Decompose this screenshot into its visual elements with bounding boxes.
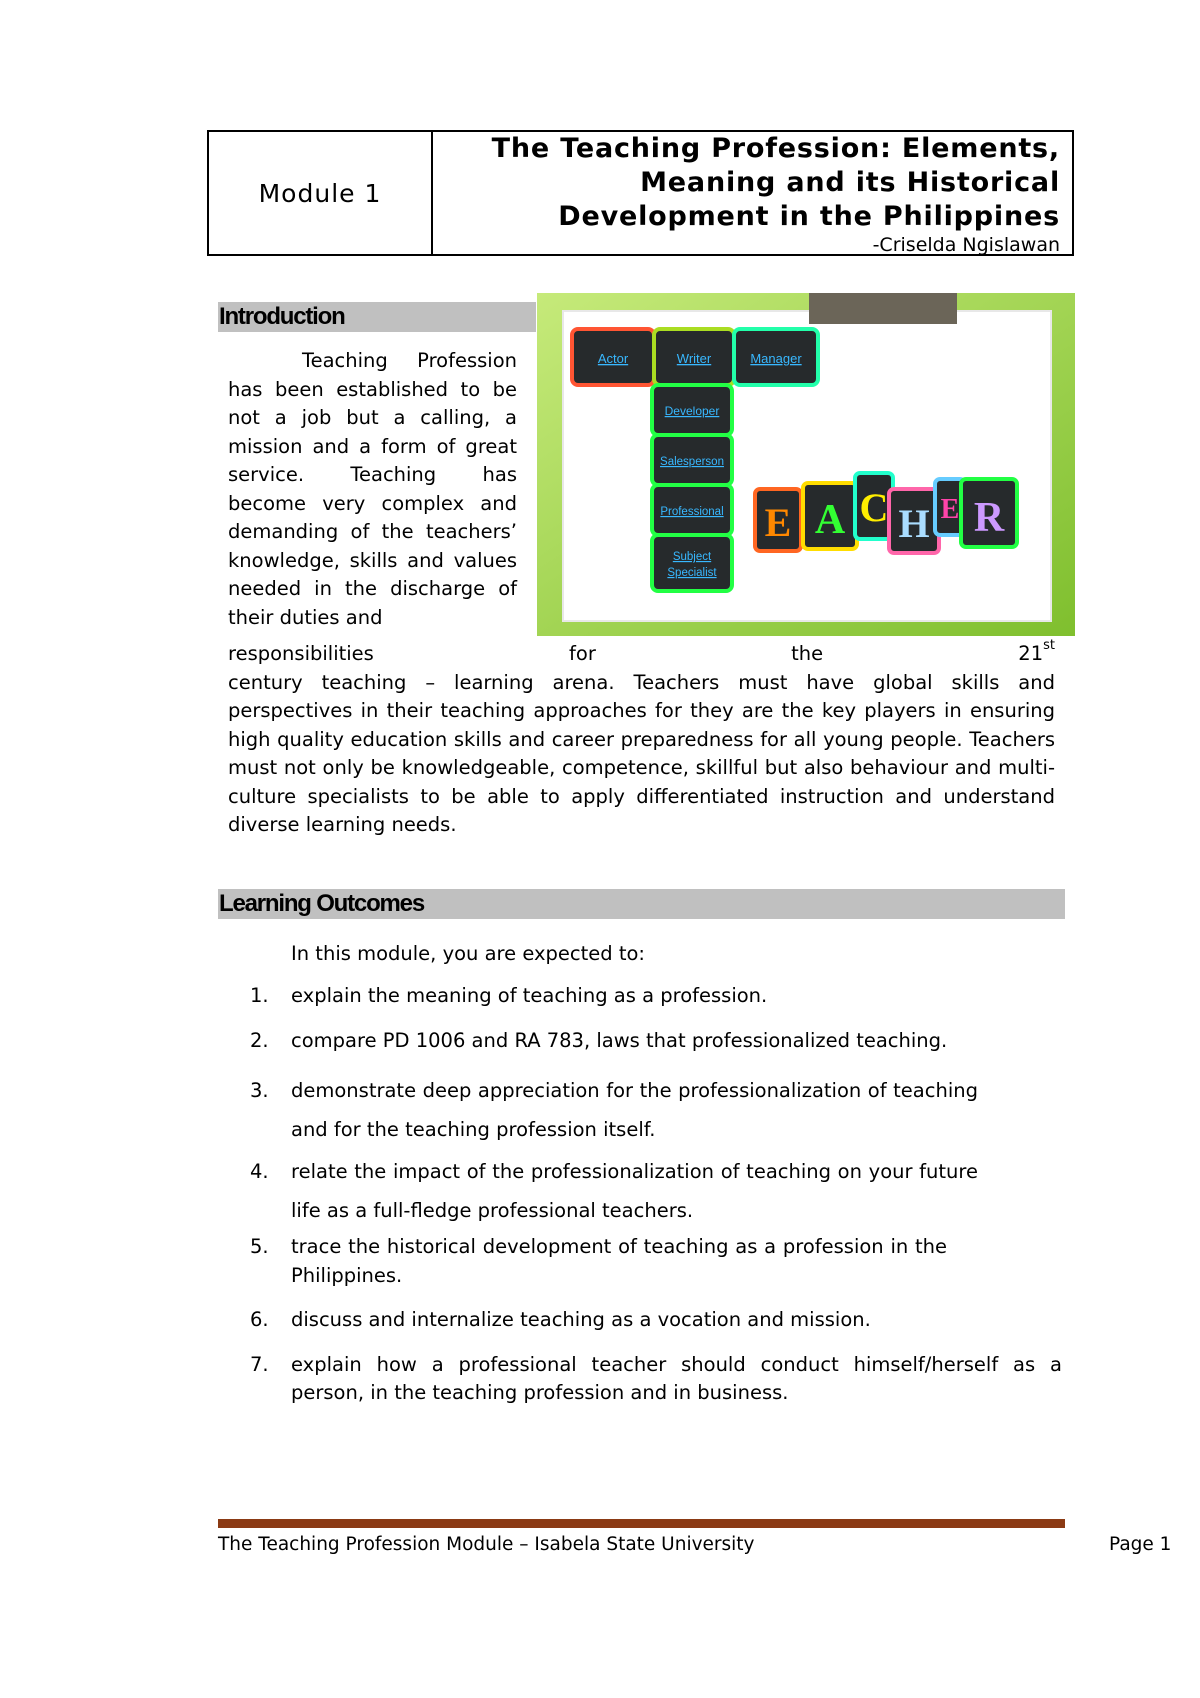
module-title-line-1: The Teaching Profession: Elements, — [491, 133, 1060, 164]
introduction-continuation — [228, 637, 1055, 840]
letter-e2: E — [940, 494, 960, 525]
outcome-text: demonstrate deep appreciation for the professionalization of teaching and for the teaching profession itself. — [291, 1079, 978, 1141]
letter-c: C — [859, 485, 889, 530]
tile-manager — [734, 329, 818, 385]
outcome-text: discuss and internalize teaching as a vocation and mission. — [291, 1308, 871, 1331]
outcome-text: explain how a professional teacher should conduct himself/herself as a person, in the teaching profession and in business. — [291, 1352, 1062, 1404]
outcome-item — [250, 1233, 1062, 1290]
outcome-number: 7. — [250, 1352, 269, 1376]
introduction-paragraph-start: Teaching Profession has been established to be not a job but a calling, a mission and a form of great service. Teaching has become very complex and demanding of the teachers’ knowledge, skills and values needed in the discharge of their duties and — [228, 349, 517, 629]
letter-block-r — [961, 479, 1017, 547]
introduction-column-text — [228, 347, 517, 632]
outcome-item — [250, 1152, 1062, 1230]
letter-e: E — [764, 500, 792, 545]
letter-r: R — [973, 495, 1005, 541]
outcome-item — [250, 1071, 1062, 1149]
outcome-number: 6. — [250, 1308, 269, 1331]
footer-rule — [218, 1519, 1065, 1528]
tile-writer — [654, 329, 734, 385]
tile-subject-specialist — [652, 535, 732, 591]
tile-subject-label: Subject — [672, 551, 712, 563]
outcome-number: 3. — [250, 1079, 269, 1102]
outcome-number: 5. — [250, 1235, 269, 1258]
letter-block-a — [803, 483, 857, 549]
learning-outcomes-heading: Learning Outcomes — [219, 890, 424, 917]
teacher-illustration — [537, 293, 1075, 636]
tile-writer-label: Writer — [676, 351, 712, 366]
outcome-text: compare PD 1006 and RA 783, laws that professionalized teaching. — [291, 1028, 948, 1052]
tile-actor — [572, 329, 654, 385]
introduction-responsibilities-text: responsibilities for the 21 — [228, 642, 1044, 665]
outcome-item — [250, 1306, 1062, 1335]
introduction-heading: Introduction — [219, 303, 345, 330]
outcome-number: 4. — [250, 1160, 269, 1183]
module-title-cell — [433, 132, 1072, 254]
outcome-text: explain the meaning of teaching as a profession. — [291, 984, 768, 1007]
tile-salesperson — [652, 435, 732, 485]
outcome-text: relate the impact of the professionalization of teaching on your future life as a full-fledge professional teachers. — [291, 1160, 978, 1222]
module-header-table — [207, 130, 1074, 256]
introduction-paragraph-rest: century teaching – learning arena. Teachers must have global skills and perspectives in their teaching approaches for they are the key players in ensuring high quality education skills and career preparedness for all young people. Teachers must not only be knowledgeable, competence, skillful but also behaviour and multi-culture specialists to be able to apply differentiated instruction and understand diverse learning needs. — [228, 670, 1055, 836]
tile-salesperson-label: Salesperson — [660, 456, 724, 468]
outcome-item — [250, 1351, 1062, 1408]
tile-professional — [652, 485, 732, 535]
module-label: Module 1 — [209, 132, 433, 254]
tile-manager-label: Manager — [750, 351, 802, 366]
tile-developer-label: Developer — [664, 404, 720, 418]
letter-block-e — [755, 489, 801, 551]
module-author: -Criselda Ngislawan — [872, 234, 1060, 256]
tile-developer — [652, 385, 732, 435]
footer-page-number: Page 1 — [1109, 1534, 1172, 1555]
learning-outcomes-intro: In this module, you are expected to: — [291, 942, 645, 965]
introduction-responsibilities-line — [228, 637, 1055, 669]
tile-specialist-label: Specialist — [667, 567, 717, 579]
module-title-line-2: Meaning and its Historical — [640, 167, 1060, 198]
outcome-text: trace the historical development of teaching as a profession in the Philippines. — [291, 1235, 947, 1287]
outcome-number: 2. — [250, 1028, 269, 1052]
outcome-item — [250, 1027, 1062, 1056]
learning-outcomes-list — [250, 982, 1062, 1424]
outcome-item — [250, 982, 1062, 1011]
tile-actor-label: Actor — [597, 351, 629, 366]
illustration-top-bar — [809, 293, 957, 324]
outcome-number: 1. — [250, 984, 269, 1007]
letter-h: H — [898, 501, 930, 546]
module-title-line-3: Development in the Philippines — [558, 201, 1060, 232]
letter-a: A — [814, 497, 846, 543]
letter-block-h — [889, 489, 939, 553]
superscript-st: st — [1043, 637, 1055, 653]
footer-module-title: The Teaching Profession Module – Isabela State University — [218, 1534, 755, 1555]
tile-professional-label: Professional — [660, 506, 724, 518]
